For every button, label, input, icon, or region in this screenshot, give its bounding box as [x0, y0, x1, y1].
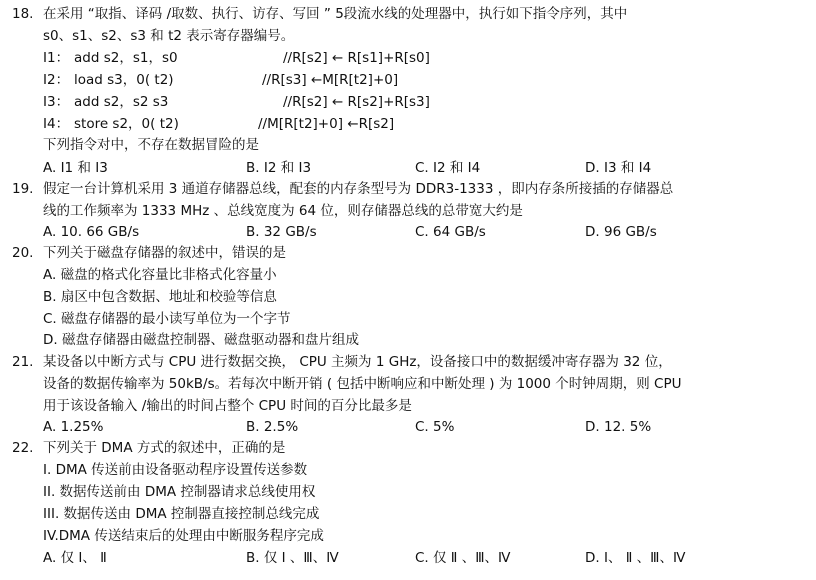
- question-21-stem-line-1: 某设备以中断方式与 CPU 进行数据交换， CPU 主频为 1 GHz，设备接口中的数据缓冲寄存器为 32 位，: [43, 354, 672, 370]
- question-20-choice-c[interactable]: C. 磁盘存储器的最小读写单位为一个字节: [43, 311, 291, 327]
- question-21-stem-line-2: 设备的数据传输率为 50kB/s。若每次中断开销 ( 包括中断响应和中断处理 ) 为 1000 个时钟周期，则 CPU: [43, 376, 682, 392]
- question-20-choice-d[interactable]: D. 磁盘存储器由磁盘控制器、磁盘驱动器和盘片组成: [43, 332, 359, 348]
- instruction-code: store s2，0( t2): [74, 116, 179, 132]
- instruction-code: add s2，s2 s3: [74, 94, 169, 110]
- question-22-number: 22.: [12, 440, 34, 456]
- question-19-number: 19.: [12, 181, 34, 197]
- question-19-option-a[interactable]: A. 10. 66 GB/s: [43, 224, 140, 240]
- question-19-option-d[interactable]: D. 96 GB/s: [585, 224, 657, 240]
- question-20-choice-b[interactable]: B. 扇区中包含数据、地址和校验等信息: [43, 289, 277, 305]
- instruction-label: I1：: [43, 50, 70, 66]
- instruction-code: add s2，s1，s0: [74, 50, 178, 66]
- question-22-option-a[interactable]: A. 仅 I、 Ⅱ: [43, 550, 107, 566]
- question-22-option-c[interactable]: C. 仅 Ⅱ 、Ⅲ、Ⅳ: [415, 550, 511, 566]
- question-21-option-d[interactable]: D. 12. 5%: [585, 419, 652, 435]
- question-22-statement-i: I. DMA 传送前由设备驱动程序设置传送参数: [43, 462, 308, 478]
- question-18-option-d[interactable]: D. I3 和 I4: [585, 160, 652, 176]
- question-22-option-d[interactable]: D. Ⅰ、 Ⅱ 、Ⅲ、Ⅳ: [585, 550, 686, 566]
- question-19-stem-line-2: 线的工作频率为 1333 MHz 、总线宽度为 64 位，则存储器总线的总带宽大约是: [43, 203, 523, 219]
- instruction-label: I3：: [43, 94, 70, 110]
- instruction-comment: //R[s2] ← R[s2]+R[s3]: [283, 94, 430, 110]
- question-19-option-c[interactable]: C. 64 GB/s: [415, 224, 486, 240]
- instruction-code: load s3，0( t2): [74, 72, 174, 88]
- question-22-statement-ii: II. 数据传送前由 DMA 控制器请求总线使用权: [43, 484, 316, 500]
- instruction-label: I2：: [43, 72, 70, 88]
- question-20-choice-a[interactable]: A. 磁盘的格式化容量比非格式化容量小: [43, 267, 277, 283]
- instruction-comment: //R[s2] ← R[s1]+R[s0]: [283, 50, 430, 66]
- question-22-statement-iii: III. 数据传送由 DMA 控制器直接控制总线完成: [43, 506, 320, 522]
- question-21-option-a[interactable]: A. 1.25%: [43, 419, 104, 435]
- question-18-option-b[interactable]: B. I2 和 I3: [246, 160, 312, 176]
- instruction-comment: //M[R[t2]+0] ←R[s2]: [258, 116, 395, 132]
- question-20-number: 20.: [12, 245, 34, 261]
- question-22-statement-iv: IV.DMA 传送结束后的处理由中断服务程序完成: [43, 528, 324, 544]
- question-21-option-c[interactable]: C. 5%: [415, 419, 455, 435]
- question-19-option-b[interactable]: B. 32 GB/s: [246, 224, 317, 240]
- question-21-option-b[interactable]: B. 2.5%: [246, 419, 299, 435]
- question-21-number: 21.: [12, 354, 34, 370]
- question-18-option-c[interactable]: C. I2 和 I4: [415, 160, 481, 176]
- question-22-stem: 下列关于 DMA 方式的叙述中，正确的是: [43, 440, 286, 456]
- question-20-stem: 下列关于磁盘存储器的叙述中，错误的是: [43, 245, 286, 261]
- instruction-comment: //R[s3] ←M[R[t2]+0]: [262, 72, 399, 88]
- question-18-stem-line-2: s0、s1、s2、s3 和 t2 表示寄存器编号。: [43, 28, 295, 44]
- question-22-option-b[interactable]: B. 仅 Ⅰ 、Ⅲ、Ⅳ: [246, 550, 339, 566]
- question-19-stem-line-1: 假定一台计算机采用 3 通道存储器总线，配套的内存条型号为 DDR3-1333 ，即内存条所接插的存储器总: [43, 181, 674, 197]
- question-18-stem-line-1: 在采用 “取指、译码 /取数、执行、访存、写回 ” 5段流水线的处理器中，执行如下指令序列，其中: [43, 6, 628, 22]
- question-18-prompt: 下列指令对中，不存在数据冒险的是: [43, 137, 259, 153]
- instruction-label: I4：: [43, 116, 70, 132]
- question-21-stem-line-3: 用于该设备输入 /输出的时间占整个 CPU 时间的百分比最多是: [43, 398, 412, 414]
- question-18-number: 18.: [12, 6, 34, 22]
- question-18-option-a[interactable]: A. I1 和 I3: [43, 160, 108, 176]
